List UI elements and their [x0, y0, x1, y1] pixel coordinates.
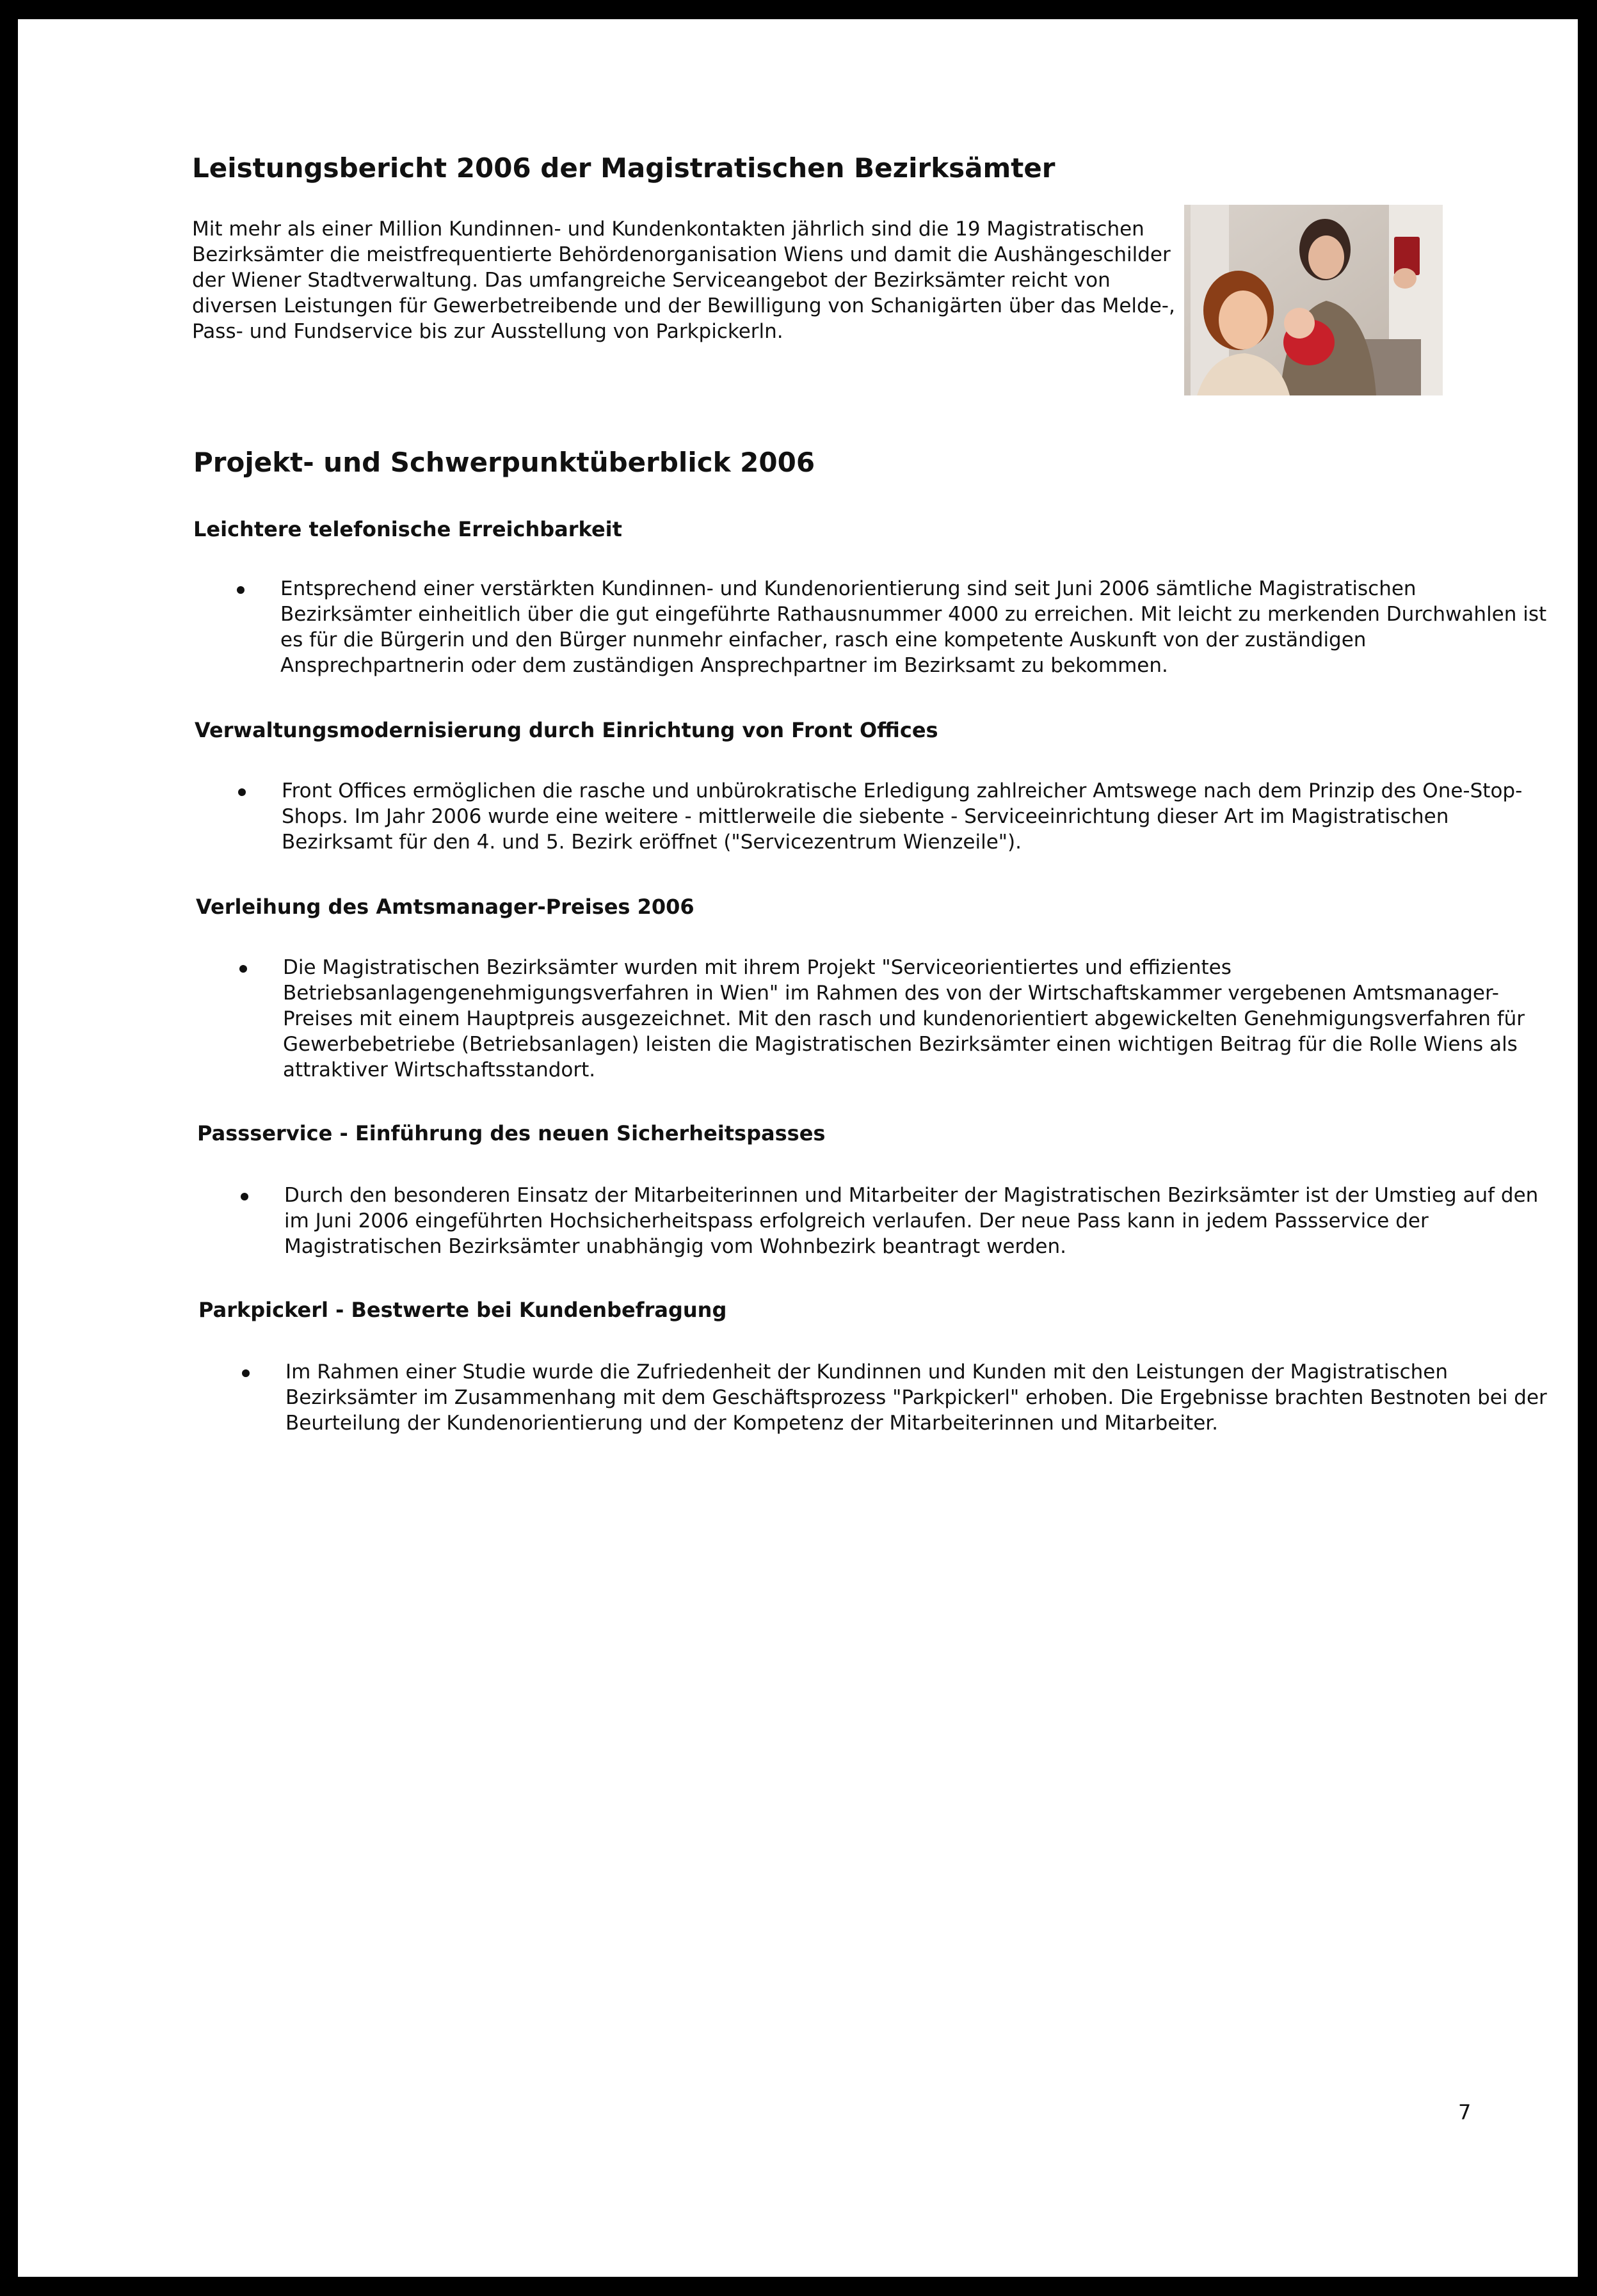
bullet-text: Entsprechend einer verstärkten Kundinnen- und Kundenorientierung sind seit Juni 2006 sämtliche Magistratischen Bezirksämter einheitlich über die gut eingeführte Rathausnummer 4000 zu erreichen. Mit leicht zu merkenden Durchwahlen ist es für die Bürgerin und den Bürger nunmehr einfacher, rasch eine kompetente Auskunft von der zuständigen Ansprechpartnerin oder dem zuständigen Ansprechpartner im Bezirksamt zu bekommen.	[280, 577, 1547, 677]
bullet-text: Die Magistratischen Bezirksämter wurden mit ihrem Projekt "Serviceorientiertes und effizientes Betriebsanlagengenehmigungsverfahren in Wien" im Rahmen des von der Wirtschaftskammer vergebenen Amtsmanager-Preises mit einem Hauptpreis ausgezeichnet. Mit den rasch und kundenorientiert abgewickelten Genehmigungsverfahren für Gewerbebetriebe (Betriebsanlagen) leisten die Magistratischen Bezirksämter einen wichtigen Beitrag für die Rolle Wiens als attraktiver Wirtschaftsstandort.	[283, 956, 1525, 1081]
bullet-icon	[237, 586, 245, 594]
bullet-text: Front Offices ermöglichen die rasche und unbürokratische Erledigung zahlreicher Amtswege nach dem Prinzip des One-Stop-Shops. Im Jahr 2006 wurde eine weitere - mittlerweile die siebente - Serviceeinrichtung dieser Art im Magistratischen Bezirksamt für den 4. und 5. Bezirk eröffnet ("Servicezentrum Wienzeile").	[282, 779, 1523, 854]
page-title: Leistungsbericht 2006 der Magistratischen Bezirksämter	[192, 152, 1055, 184]
sub-heading-parkpickerl: Parkpickerl - Bestwerte bei Kundenbefragung	[198, 1298, 727, 1322]
page-number: 7	[1458, 2100, 1472, 2125]
bullet-icon	[238, 788, 246, 796]
bullet-text: Durch den besonderen Einsatz der Mitarbeiterinnen und Mitarbeiter der Magistratischen Bezirksämter ist der Umstieg auf den im Juni 2006 eingeführten Hochsicherheitspass erfolgreich verlaufen. Der neue Pass kann in jedem Passservice der Magistratischen Bezirksämter unabhängig vom Wohnbezirk beantragt werden.	[284, 1184, 1539, 1258]
bullet-icon	[241, 1193, 248, 1200]
intro-paragraph: Mit mehr als einer Million Kundinnen- und Kundenkontakten jährlich sind die 19 Magistratischen Bezirksämter die meistfrequentierte Behördenorganisation Wiens und damit die Aushängeschilder der Wiener Stadtverwaltung. Das umfangreiche Serviceangebot der Bezirksämter reicht von diversen Leistungen für Gewerbetreibende und der Bewilligung von Schanigärten über das Melde-, Pass- und Fundservice bis zur Ausstellung von Parkpickerln.	[192, 218, 1175, 343]
section-title: Projekt- und Schwerpunktüberblick 2006	[193, 447, 815, 478]
bullet-icon	[242, 1369, 250, 1377]
sub-heading-passservice: Passservice - Einführung des neuen Sicherheitspasses	[197, 1121, 826, 1145]
bullet-icon	[239, 965, 247, 973]
document-page	[18, 19, 1578, 2277]
sub-heading-amtsmanager: Verleihung des Amtsmanager-Preises 2006	[196, 895, 694, 919]
sub-heading-erreichbarkeit: Leichtere telefonische Erreichbarkeit	[193, 517, 622, 541]
sub-heading-front-offices: Verwaltungsmodernisierung durch Einrichtung von Front Offices	[195, 718, 938, 742]
bullet-text: Im Rahmen einer Studie wurde die Zufriedenheit der Kundinnen und Kunden mit den Leistungen der Magistratischen Bezirksämter im Zusammenhang mit dem Geschäftsprozess "Parkpickerl" erhoben. Die Ergebnisse brachten Bestnoten bei der Beurteilung der Kundenorientierung und der Kompetenz der Mitarbeiterinnen und Mitarbeiter.	[285, 1360, 1547, 1435]
service-photo	[1184, 205, 1443, 395]
